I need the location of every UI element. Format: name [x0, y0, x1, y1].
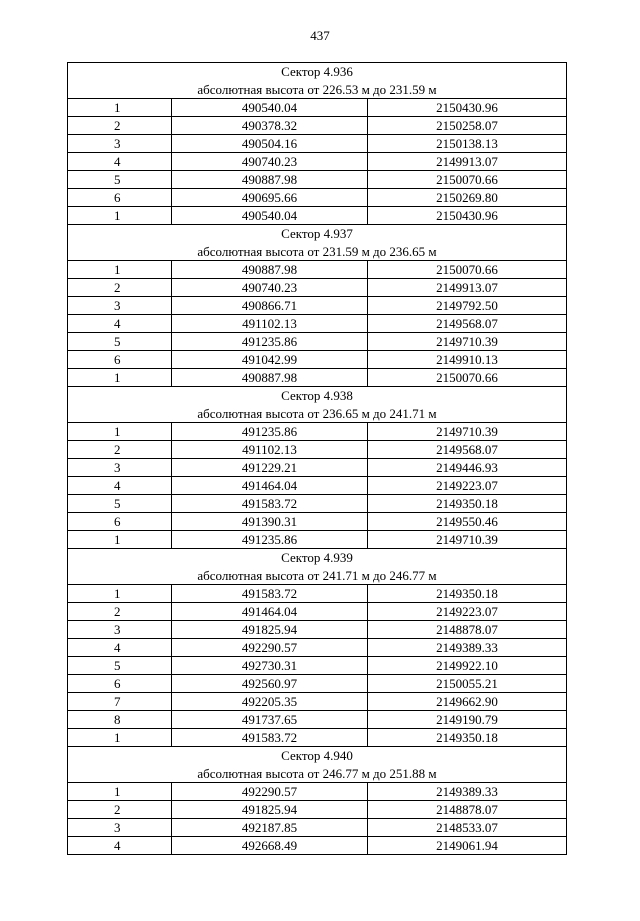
x-coordinate: 491235.86: [172, 333, 368, 351]
table-row: [68, 297, 567, 315]
table-row: [68, 531, 567, 549]
point-number: 5: [68, 171, 172, 189]
table-row: [68, 315, 567, 333]
sector-altitude-row: [68, 405, 567, 423]
y-coordinate: 2150258.07: [368, 117, 567, 135]
y-coordinate: 2149350.18: [368, 495, 567, 513]
sector-title: Сектор 4.937: [68, 225, 567, 244]
point-number: 3: [68, 135, 172, 153]
table-row: [68, 477, 567, 495]
y-coordinate: 2149568.07: [368, 441, 567, 459]
y-coordinate: 2149190.79: [368, 711, 567, 729]
y-coordinate: 2149350.18: [368, 729, 567, 747]
x-coordinate: 491825.94: [172, 801, 368, 819]
point-number: 3: [68, 459, 172, 477]
x-coordinate: 492290.57: [172, 639, 368, 657]
sector-altitude: абсолютная высота от 226.53 м до 231.59 м: [68, 81, 567, 99]
x-coordinate: 491464.04: [172, 603, 368, 621]
sector-title: Сектор 4.938: [68, 387, 567, 406]
point-number: 6: [68, 513, 172, 531]
x-coordinate: 492187.85: [172, 819, 368, 837]
page-number: 437: [310, 28, 330, 43]
point-number: 5: [68, 657, 172, 675]
sector-altitude-row: [68, 567, 567, 585]
table-row: [68, 711, 567, 729]
x-coordinate: 490540.04: [172, 207, 368, 225]
point-number: 4: [68, 837, 172, 855]
sector-title: Сектор 4.936: [68, 63, 567, 82]
y-coordinate: 2149389.33: [368, 639, 567, 657]
sector-title-row: [68, 549, 567, 568]
sector-altitude-row: [68, 243, 567, 261]
x-coordinate: 492560.97: [172, 675, 368, 693]
table-row: [68, 675, 567, 693]
y-coordinate: 2150269.80: [368, 189, 567, 207]
y-coordinate: 2149710.39: [368, 333, 567, 351]
point-number: 1: [68, 261, 172, 279]
point-number: 2: [68, 441, 172, 459]
x-coordinate: 490887.98: [172, 261, 368, 279]
x-coordinate: 490540.04: [172, 99, 368, 117]
table-row: [68, 783, 567, 801]
y-coordinate: 2150055.21: [368, 675, 567, 693]
sector-altitude-row: [68, 81, 567, 99]
table-row: [68, 207, 567, 225]
x-coordinate: 490378.32: [172, 117, 368, 135]
sector-title: Сектор 4.940: [68, 747, 567, 766]
table-row: [68, 513, 567, 531]
point-number: 1: [68, 423, 172, 441]
point-number: 1: [68, 783, 172, 801]
y-coordinate: 2149710.39: [368, 531, 567, 549]
x-coordinate: 491102.13: [172, 441, 368, 459]
sector-altitude: абсолютная высота от 246.77 м до 251.88 м: [68, 765, 567, 783]
table-row: [68, 729, 567, 747]
sector-altitude: абсолютная высота от 236.65 м до 241.71 м: [68, 405, 567, 423]
table-row: [68, 333, 567, 351]
point-number: 3: [68, 621, 172, 639]
y-coordinate: 2149913.07: [368, 153, 567, 171]
point-number: 8: [68, 711, 172, 729]
point-number: 1: [68, 585, 172, 603]
table-row: [68, 603, 567, 621]
table-row: [68, 657, 567, 675]
point-number: 7: [68, 693, 172, 711]
table-row: [68, 693, 567, 711]
x-coordinate: 491583.72: [172, 729, 368, 747]
point-number: 1: [68, 531, 172, 549]
coordinates-table: [67, 62, 567, 855]
point-number: 3: [68, 297, 172, 315]
table-row: [68, 189, 567, 207]
y-coordinate: 2148878.07: [368, 801, 567, 819]
point-number: 5: [68, 333, 172, 351]
y-coordinate: 2150070.66: [368, 171, 567, 189]
table-row: [68, 423, 567, 441]
table-row: [68, 351, 567, 369]
y-coordinate: 2149061.94: [368, 837, 567, 855]
point-number: 6: [68, 351, 172, 369]
sector-title-row: [68, 387, 567, 406]
y-coordinate: 2149389.33: [368, 783, 567, 801]
y-coordinate: 2149446.93: [368, 459, 567, 477]
x-coordinate: 490887.98: [172, 171, 368, 189]
table-row: [68, 495, 567, 513]
point-number: 6: [68, 189, 172, 207]
table-row: [68, 801, 567, 819]
x-coordinate: 491042.99: [172, 351, 368, 369]
y-coordinate: 2150070.66: [368, 261, 567, 279]
table-row: [68, 261, 567, 279]
table-row: [68, 621, 567, 639]
sector-title-row: [68, 63, 567, 82]
x-coordinate: 491737.65: [172, 711, 368, 729]
sector-title: Сектор 4.939: [68, 549, 567, 568]
point-number: 4: [68, 153, 172, 171]
table-row: [68, 837, 567, 855]
x-coordinate: 490740.23: [172, 153, 368, 171]
x-coordinate: 491102.13: [172, 315, 368, 333]
y-coordinate: 2149350.18: [368, 585, 567, 603]
table-row: [68, 153, 567, 171]
y-coordinate: 2149568.07: [368, 315, 567, 333]
point-number: 3: [68, 819, 172, 837]
sector-title-row: [68, 225, 567, 244]
table-row: [68, 639, 567, 657]
x-coordinate: 490887.98: [172, 369, 368, 387]
x-coordinate: 491235.86: [172, 423, 368, 441]
y-coordinate: 2149550.46: [368, 513, 567, 531]
table-row: [68, 585, 567, 603]
table-row: [68, 171, 567, 189]
x-coordinate: 492290.57: [172, 783, 368, 801]
table-row: [68, 135, 567, 153]
y-coordinate: 2149913.07: [368, 279, 567, 297]
x-coordinate: 490695.66: [172, 189, 368, 207]
table-row: [68, 441, 567, 459]
x-coordinate: 491464.04: [172, 477, 368, 495]
y-coordinate: 2149223.07: [368, 477, 567, 495]
table-row: [68, 99, 567, 117]
sector-altitude: абсолютная высота от 231.59 м до 236.65 м: [68, 243, 567, 261]
y-coordinate: 2150430.96: [368, 99, 567, 117]
point-number: 2: [68, 603, 172, 621]
y-coordinate: 2149710.39: [368, 423, 567, 441]
x-coordinate: 491390.31: [172, 513, 368, 531]
sector-title-row: [68, 747, 567, 766]
table-row: [68, 459, 567, 477]
table-row: [68, 819, 567, 837]
x-coordinate: 490740.23: [172, 279, 368, 297]
x-coordinate: 491825.94: [172, 621, 368, 639]
y-coordinate: 2150138.13: [368, 135, 567, 153]
y-coordinate: 2149922.10: [368, 657, 567, 675]
point-number: 2: [68, 801, 172, 819]
point-number: 6: [68, 675, 172, 693]
y-coordinate: 2149910.13: [368, 351, 567, 369]
x-coordinate: 491583.72: [172, 495, 368, 513]
y-coordinate: 2150070.66: [368, 369, 567, 387]
point-number: 4: [68, 639, 172, 657]
coordinates-table-body: [68, 63, 567, 855]
x-coordinate: 490504.16: [172, 135, 368, 153]
x-coordinate: 490866.71: [172, 297, 368, 315]
table-row: [68, 117, 567, 135]
y-coordinate: 2148878.07: [368, 621, 567, 639]
y-coordinate: 2149792.50: [368, 297, 567, 315]
sector-altitude-row: [68, 765, 567, 783]
point-number: 2: [68, 117, 172, 135]
x-coordinate: 492205.35: [172, 693, 368, 711]
point-number: 1: [68, 207, 172, 225]
table-row: [68, 279, 567, 297]
x-coordinate: 491235.86: [172, 531, 368, 549]
y-coordinate: 2148533.07: [368, 819, 567, 837]
y-coordinate: 2149223.07: [368, 603, 567, 621]
table-row: [68, 369, 567, 387]
point-number: 4: [68, 477, 172, 495]
sector-altitude: абсолютная высота от 241.71 м до 246.77 м: [68, 567, 567, 585]
x-coordinate: 492730.31: [172, 657, 368, 675]
y-coordinate: 2149662.90: [368, 693, 567, 711]
point-number: 2: [68, 279, 172, 297]
point-number: 1: [68, 729, 172, 747]
point-number: 4: [68, 315, 172, 333]
point-number: 5: [68, 495, 172, 513]
point-number: 1: [68, 369, 172, 387]
y-coordinate: 2150430.96: [368, 207, 567, 225]
x-coordinate: 491229.21: [172, 459, 368, 477]
x-coordinate: 492668.49: [172, 837, 368, 855]
x-coordinate: 491583.72: [172, 585, 368, 603]
point-number: 1: [68, 99, 172, 117]
